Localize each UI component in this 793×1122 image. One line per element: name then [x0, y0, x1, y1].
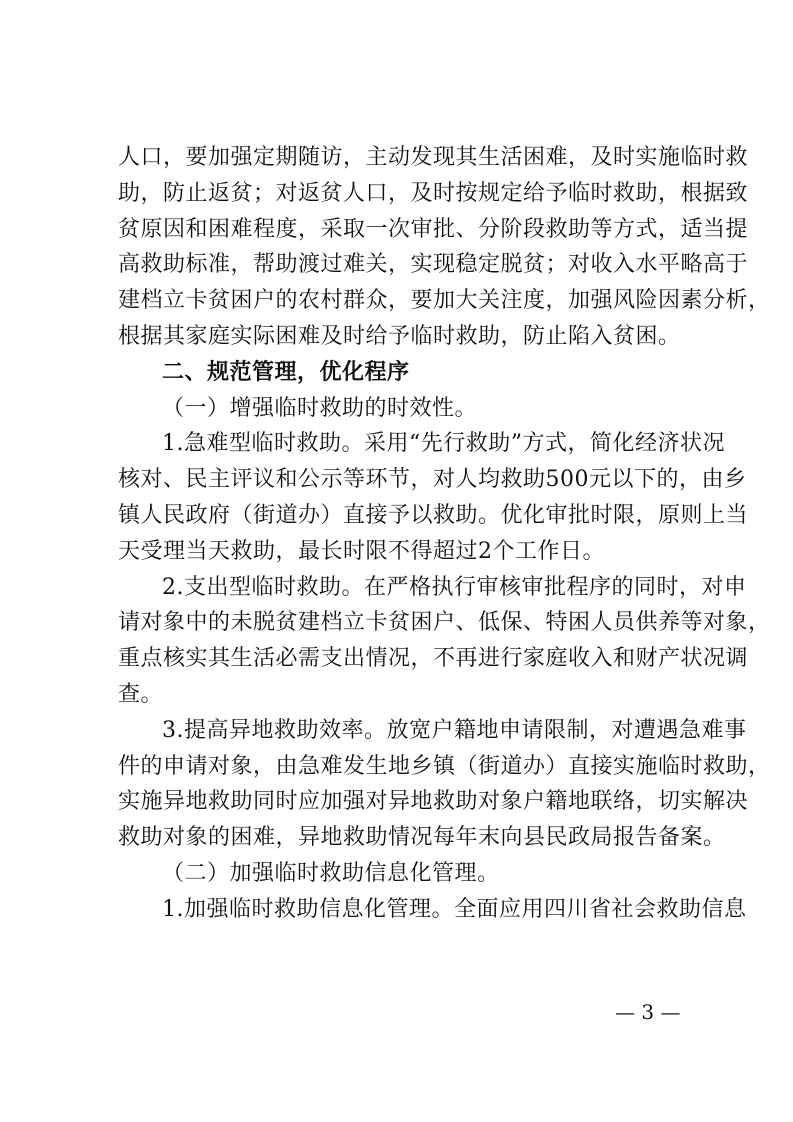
paragraph-line: 3.提高异地救助效率。放宽户籍地申请限制，对遭遇急难事 [162, 717, 747, 743]
subsection-heading: （一）增强临时救助的时效性。 [162, 395, 478, 421]
paragraph-line: 件的申请对象，由急难发生地乡镇（街道办）直接实施临时救助， [118, 753, 771, 779]
document-body [118, 140, 771, 928]
paragraph-line: 1.急难型临时救助。采用“先行救助”方式，简化经济状况 [162, 431, 725, 457]
paragraph-line: 1.加强临时救助信息化管理。全面应用四川省社会救助信息 [162, 896, 747, 922]
paragraph-line: 天受理当天救助，最长时限不得超过2个工作日。 [118, 538, 605, 564]
paragraph-line: 2.支出型临时救助。在严格执行审核审批程序的同时，对申 [162, 574, 747, 600]
paragraph-line: 镇人民政府（街道办）直接予以救助。优化审批时限，原则上当 [118, 502, 749, 528]
subsection-heading: （二）加强临时救助信息化管理。 [162, 860, 500, 886]
page-number: — 3 — [615, 1000, 681, 1024]
paragraph-line: 助，防止返贫；对返贫人口，及时按规定给予临时救助，根据致 [118, 180, 749, 206]
paragraph-line: 高救助标准，帮助渡过难关，实现稳定脱贫；对收入水平略高于 [118, 252, 749, 278]
paragraph-line: 救助对象的困难，异地救助情况每年末向县民政局报告备案。 [118, 825, 726, 851]
paragraph-line: 人口，要加强定期随访，主动发现其生活困难，及时实施临时救 [118, 145, 749, 170]
paragraph-line: 贫原因和困难程度，采取一次审批、分阶段救助等方式，适当提 [118, 216, 749, 242]
section-heading: 二、规范管理，优化程序 [162, 359, 410, 385]
paragraph-line: 请对象中的未脱贫建档立卡贫困户、低保、特困人员供养等对象， [118, 610, 771, 636]
paragraph-line: 核对、民主评议和公示等环节，对人均救助500元以下的，由乡 [118, 467, 747, 493]
paragraph-line: 实施异地救助同时应加强对异地救助对象户籍地联络，切实解决 [118, 789, 749, 815]
paragraph-line: 建档立卡贫困户的农村群众，要加大关注度，加强风险因素分析， [118, 288, 771, 314]
paragraph-line: 查。 [118, 681, 164, 707]
paragraph-line: 根据其家庭实际困难及时给予临时救助，防止陷入贫困。 [118, 323, 681, 349]
paragraph-line: 重点核实其生活必需支出情况，不再进行家庭收入和财产状况调 [118, 646, 749, 672]
